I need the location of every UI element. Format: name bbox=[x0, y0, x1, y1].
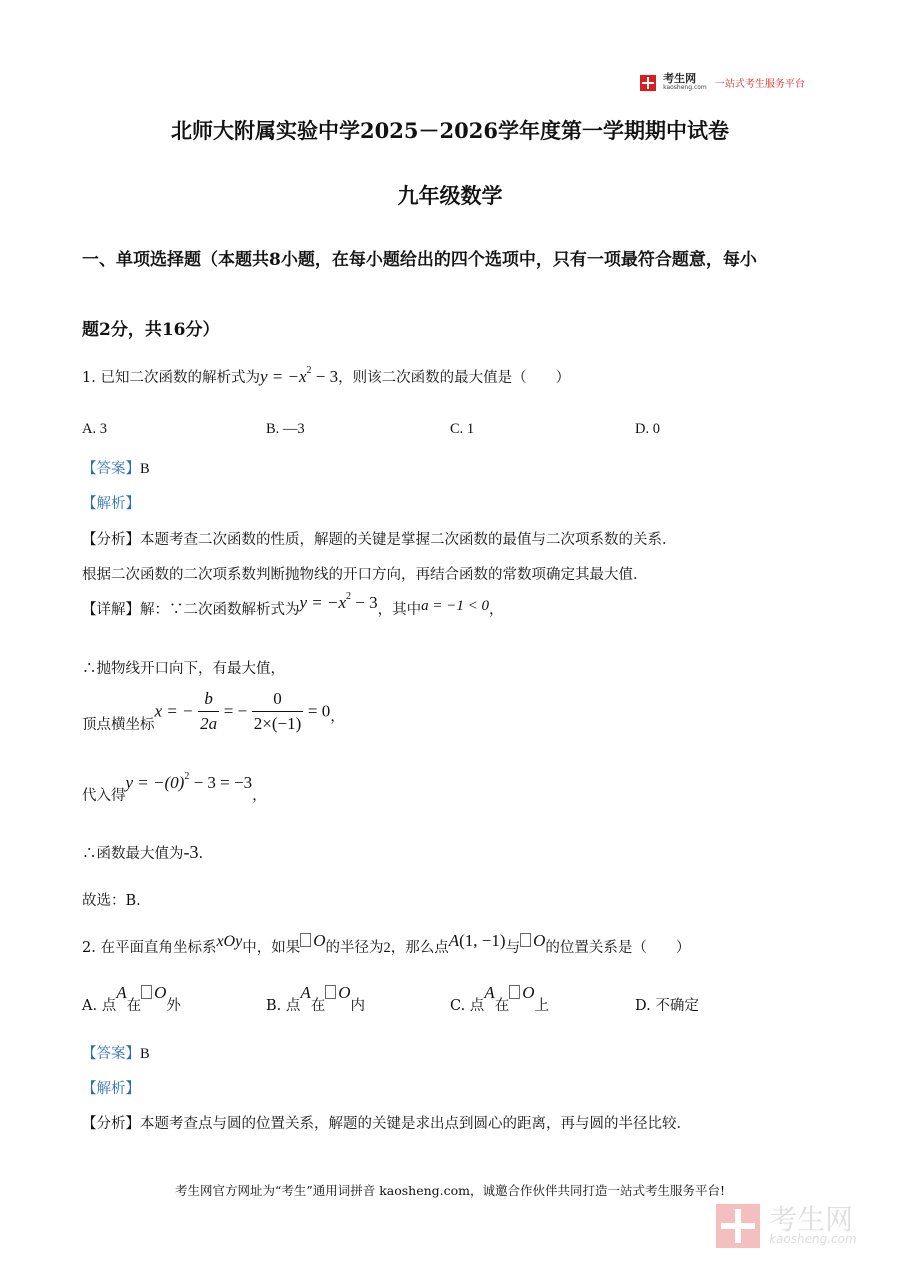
q2-analysis-label: 【解析】 bbox=[82, 1081, 140, 1097]
q2-option-d: D. 不确定 bbox=[635, 998, 699, 1014]
q2-option-a: A. 点A在O外 bbox=[82, 983, 181, 1014]
q1-choose: 故选：B． bbox=[82, 893, 151, 909]
q1-analysis-label: 【解析】 bbox=[82, 496, 140, 512]
watermark-name: 考生网 bbox=[769, 1203, 854, 1236]
circle-symbol-icon bbox=[325, 985, 336, 999]
q1-substitute: 代入得$y = -(0)^2 - 3 = -3$， bbox=[82, 771, 267, 804]
brand-logo-icon bbox=[640, 75, 656, 91]
q1-fenxi-line2: 根据二次函数的二次项系数判断抛物线的开口方向，再结合函数的常数项确定其最大值． bbox=[82, 567, 648, 583]
page-subtitle: 九年级数学 bbox=[397, 183, 503, 208]
brand-slogan: 一站式考生服务平台 bbox=[714, 79, 805, 90]
circle-symbol-icon bbox=[520, 933, 531, 947]
q1-formula: $y = -x^2 - 3$ bbox=[259, 365, 339, 386]
footer-text: 考生网官方网址为“考生”通用词拼音 kaosheng.com，诚邀合作伙伴共同打造一站式考生服务平台! bbox=[174, 1183, 726, 1198]
section-heading-line1: 一、单项选择题（本题共8小题，在每小题给出的四个选项中，只有一项最符合题意，每小 bbox=[82, 250, 757, 270]
footer-watermark bbox=[716, 1204, 857, 1248]
q2-option-b: B. 点A在O内 bbox=[266, 983, 366, 1014]
watermark-logo-icon bbox=[716, 1204, 760, 1248]
q1-max: ∴函数最大值为-3. bbox=[82, 842, 204, 862]
fraction-b-2a: $\frac{b}{2a}$ bbox=[200, 689, 218, 733]
page-title: 北师大附属实验中学2025－2026学年度第一学期期中试卷 bbox=[171, 118, 729, 143]
header-logo bbox=[640, 72, 805, 92]
q2-answer: 【答案】B bbox=[82, 1046, 150, 1062]
q1-option-a: A. 3 bbox=[82, 421, 107, 437]
q1-option-c: C. 1 bbox=[450, 421, 475, 437]
circle-symbol-icon bbox=[300, 933, 311, 947]
q1-option-d: D. 0 bbox=[635, 421, 660, 437]
watermark-domain: kaosheng.com bbox=[769, 1232, 857, 1246]
q1-detail: 【详解】解：∵二次函数解析式为$y = -x^2 - 3$，其中a = −1 < 0， bbox=[82, 591, 504, 618]
q1-vertex: 顶点横坐标x = − $\frac{b}{2a}$ = − $\frac{0}{2\times(-1)}$ = 0， bbox=[82, 689, 345, 733]
brand-domain: kaosheng.com bbox=[663, 83, 707, 91]
q1-answer: 【答案】B bbox=[82, 461, 150, 477]
circle-symbol-icon bbox=[509, 985, 520, 999]
q1-option-b: B. —3 bbox=[266, 421, 305, 437]
q1-line3: ∴抛物线开口向下，有最大值， bbox=[82, 661, 285, 677]
q2-fenxi: 【分析】本题考查点与圆的位置关系，解题的关键是求出点到圆心的距离，再与圆的半径比较． bbox=[82, 1116, 691, 1132]
q1-fenxi: 【分析】本题考查二次函数的性质，解题的关键是掌握二次函数的最值与二次项系数的关系． bbox=[82, 532, 677, 548]
circle-symbol-icon bbox=[141, 985, 152, 999]
section-heading-line2: 题2分，共16分） bbox=[82, 320, 220, 340]
q2-option-c: C. 点A在O上 bbox=[450, 983, 549, 1014]
brand-name: 考生网 bbox=[663, 71, 697, 85]
question-2: 2. 在平面直角坐标系xOy中，如果 O的半径为2，那么点A(1, −1)与 O的位置关系是（ ） bbox=[82, 931, 691, 956]
fraction-0-over: $\frac{0}{2\times(-1)}$ bbox=[253, 689, 302, 733]
question-1: 1. 已知二次函数的解析式为$y = -x^2 - 3$，则该二次函数的最大值是（ ） bbox=[82, 365, 571, 386]
